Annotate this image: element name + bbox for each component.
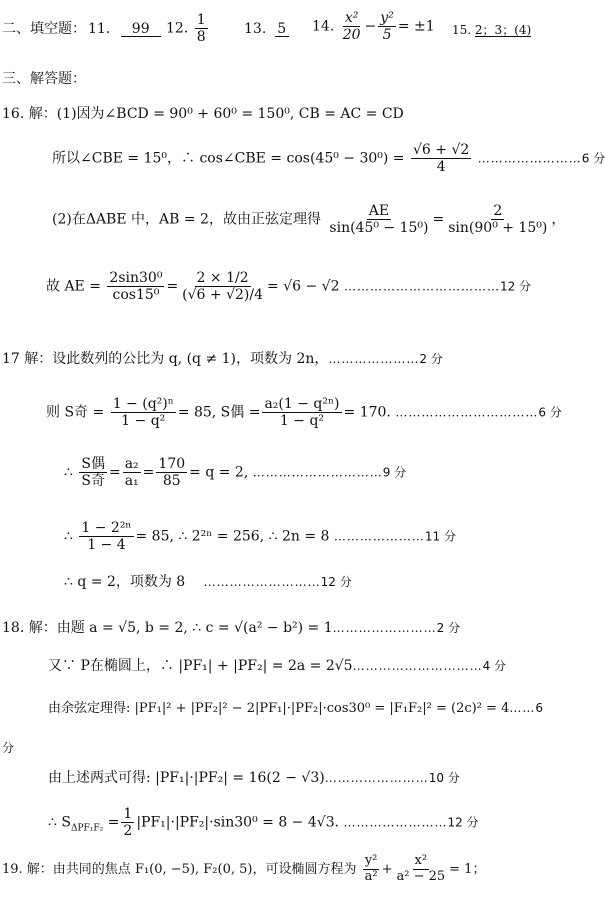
score-label: 11 分 — [424, 529, 456, 544]
fill-item-13: 13. 5 — [244, 22, 289, 37]
score-label: 4 分 — [482, 659, 507, 673]
answer-13: 5 — [275, 22, 289, 37]
fill-section-row — [2, 22, 86, 36]
q17-line3: ∴ $\frac{\text{S偶}}{\text{S奇}}$ = $\frac{\text{a₂}}{\text{a₁}}$ = $\frac{170}{85}$ = q = 2, …………………………9 分 — [64, 456, 407, 490]
fill-item-14: 14. $\frac{\text{x²}}{20}$ − $\frac{\text{y²}}{5}$ = ±1 — [312, 10, 435, 44]
q16-line4: 故 AE = $\frac{\text{2sin30⁰}}{\text{cos15⁰}}$ = $\frac{2 \times 1/2}{(√6 + √2)/4}$ = √6 − √2 ………………………………12 分 — [46, 270, 532, 304]
score-label: 2 分 — [419, 352, 443, 366]
score-label: 6 分 — [581, 151, 605, 166]
q17-line2: 则 S奇 = $\frac{\text{1 − (q²)ⁿ}}{\text{1 − q²}}$ = 85, S偶 = $\frac{\text{a₂(1 − q²ⁿ)}}{\text{1 − q²}}$ = 170. ……………………………6 分 — [46, 396, 562, 430]
answer-11: 99 — [121, 22, 161, 37]
score-label: 12 分 — [320, 575, 352, 589]
q16-line1: 16. 解：(1)因为∠BCD = 90⁰ + 60⁰ = 150⁰, CB = AC = CD — [2, 106, 404, 122]
answer-15: 2；3；(4) — [474, 23, 532, 37]
fill-heading: 二、填空题： — [2, 21, 86, 37]
fill-item-11: 11. 99 — [88, 22, 161, 37]
q16-line3: (2)在ΔABE 中，AB = 2，故由正弦定理得 $\frac{AE}{\text{sin(45⁰ − 15⁰)}}$ = $\frac{2}{\text{sin(90⁰ + 15⁰)}}$ ， — [52, 203, 566, 237]
solve-heading: 三、解答题： — [2, 71, 86, 87]
q19-line1: 19. 解：由共同的焦点 F₁(0, −5), F₂(0, 5)，可设椭圆方程为 $\frac{\text{y²}}{\text{a²}}$ + $\frac{\text{x²}}{\text{a² − 25}}$ = 1； — [2, 853, 486, 884]
q17-line5: ∴ q = 2，项数为 8 ………………………12 分 — [64, 574, 352, 590]
q18-line3-wrap: 分 — [2, 741, 15, 755]
q18-line4: 由上述两式可得: |PF₁|·|PF₂| = 16(2 − √3)……………………10 分 — [48, 770, 460, 786]
q18-line1: 18. 解：由题 a = √5, b = 2, ∴ c = √(a² − b²) = 1……………………2 分 — [2, 620, 461, 636]
score-label: 2 分 — [436, 621, 461, 635]
q18-line3: 由余弦定理得: |PF₁|² + |PF₂|² − 2|PF₁|·|PF₂|·cos30⁰ = |F₁F₂|² = (2c)² = 4……6 — [48, 701, 543, 716]
score-label: 12 分 — [447, 815, 479, 830]
q17-line4: ∴ $\frac{\text{1 − 2²ⁿ}}{1 - 4}$ = 85, ∴ 2²ⁿ = 256, ∴ 2n = 8 …………………11 分 — [64, 520, 456, 554]
q17-line1: 17 解：设此数列的公比为 q, (q ≠ 1)，项数为 2n，…………………2 分 — [2, 351, 443, 367]
score-label: 9 分 — [382, 465, 407, 480]
fill-item-15: 15. 2；3；(4) — [452, 23, 532, 37]
fill-item-12: 12. $\frac{1}{8}$ — [166, 12, 206, 46]
q18-line5: ∴ $S_{\Delta PF_1F_2}$ = $\frac{1}{2}$ |PF₁|·|PF₂|·sin30⁰ = 8 − 4√3. ……………………12 分 — [48, 806, 479, 840]
answer-12-fraction: $\frac{1}{8}$ — [196, 12, 206, 46]
score-label: 12 分 — [499, 279, 532, 294]
score-label: 10 分 — [428, 771, 460, 785]
score-label: 6 — [535, 701, 543, 715]
score-label: 6 分 — [538, 405, 562, 420]
q16-line2: 所以∠CBE = 15⁰，∴ cos∠CBE = cos(45⁰ − 30⁰) = $\frac{√6 + √2}{4}$ ……………………6 分 — [52, 142, 605, 176]
q18-line2: 又∵ P在椭圆上，∴ |PF₁| + |PF₂| = 2a = 2√5…………………………4 分 — [48, 658, 507, 674]
